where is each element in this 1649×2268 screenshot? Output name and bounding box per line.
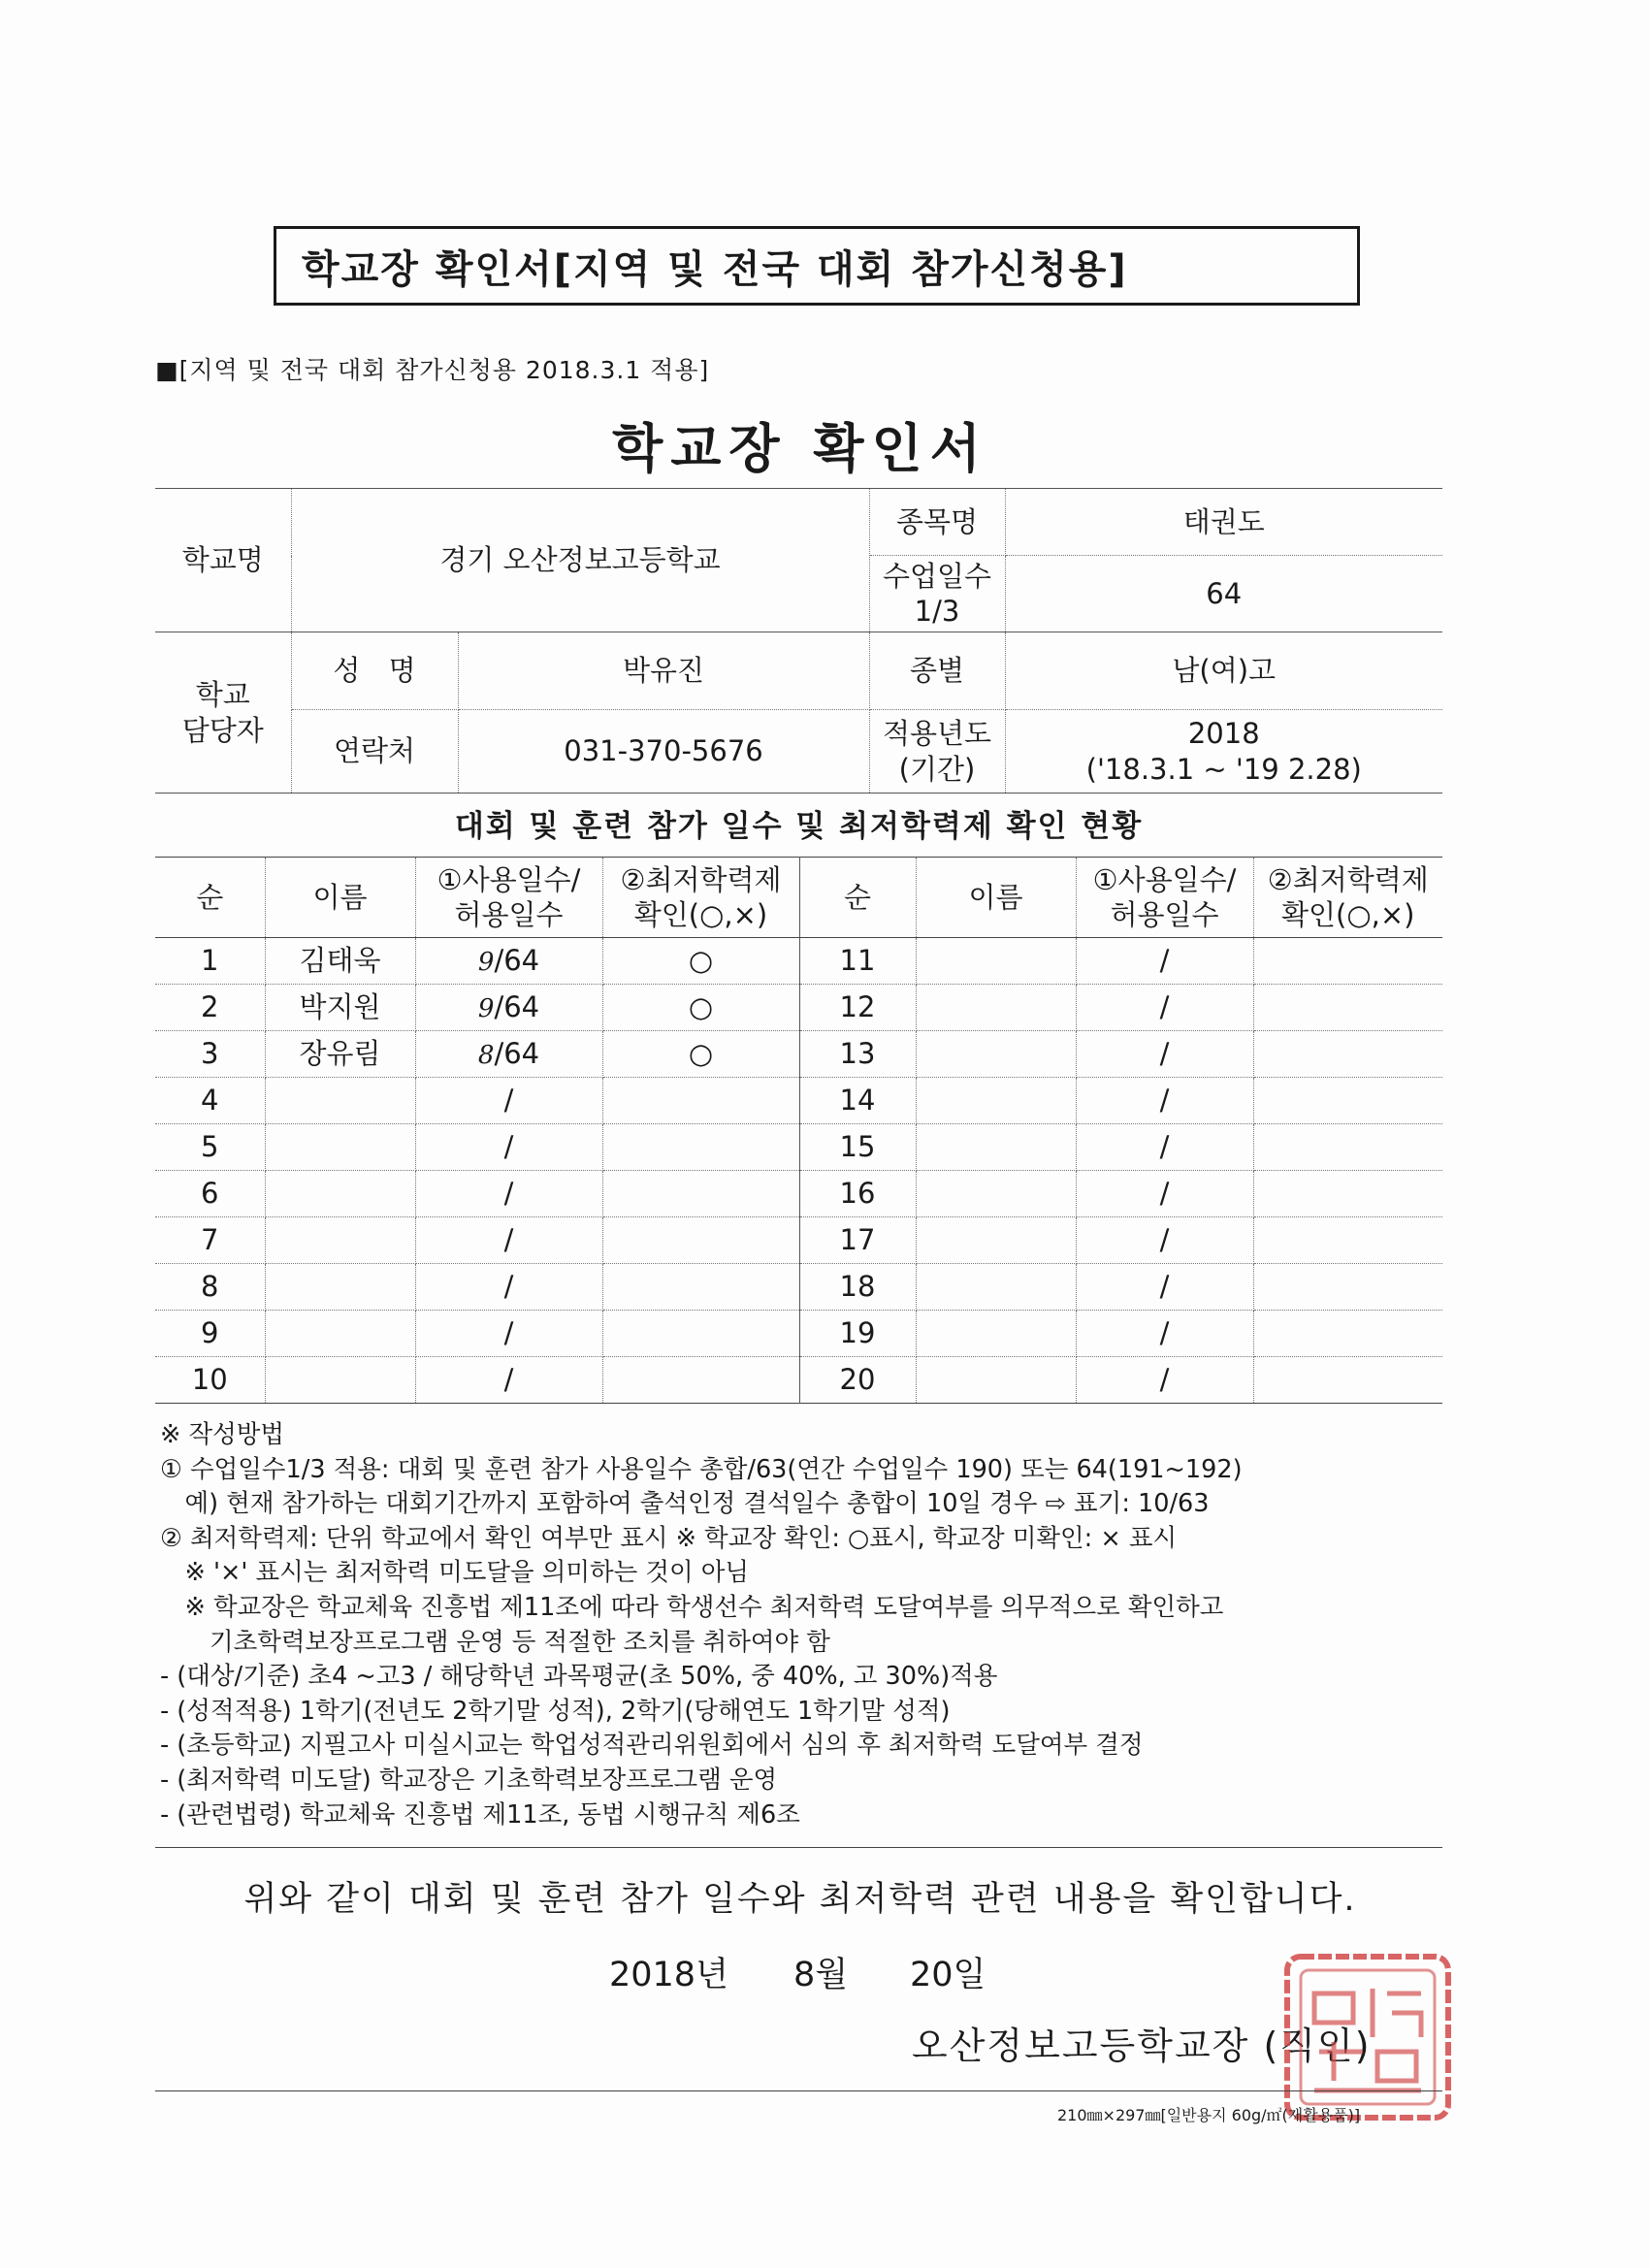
no-cell: 4 (155, 1078, 265, 1124)
check-cell (602, 1264, 799, 1311)
name-cell-right (916, 1031, 1076, 1078)
paper-spec: 210㎜×297㎜[일반용지 60g/㎡(재활용품)] (1057, 2106, 1361, 2124)
no-cell-right: 15 (799, 1124, 916, 1171)
no-cell: 9 (155, 1311, 265, 1357)
no-cell: 3 (155, 1031, 265, 1078)
no-cell: 7 (155, 1217, 265, 1264)
days-cell-right: / (1076, 1078, 1253, 1124)
allowed-days: / (503, 1270, 514, 1304)
check-cell-right (1253, 1264, 1442, 1311)
footer-divider (155, 2090, 1442, 2091)
no-cell-right: 20 (799, 1357, 916, 1404)
check-cell (602, 1124, 799, 1171)
table-row (155, 1124, 1442, 1171)
days-cell (415, 1171, 602, 1217)
no-cell-right: 12 (799, 985, 916, 1031)
days-cell-right: / (1076, 1031, 1253, 1078)
no-cell-right: 11 (799, 938, 916, 985)
col-name-right: 이름 (916, 858, 1076, 938)
table-header-row (155, 858, 1442, 938)
days-cell-right: / (1076, 1357, 1253, 1404)
table-row (155, 1217, 1442, 1264)
name-cell: 박지원 (265, 985, 415, 1031)
col-check-line2: 확인(○,×) (633, 898, 768, 931)
note-line: - (초등학교) 지필고사 미실시교는 학업성적관리위원회에서 심의 후 최저학력 도달여부 결정 (160, 1731, 1144, 1761)
year-label (869, 710, 1005, 794)
note-line: 기초학력보장프로그램 운영 등 적절한 조치를 취하여야 함 (160, 1627, 830, 1657)
col-check-right-line1: ②최저학력제 (1267, 862, 1429, 896)
contact-label: 연락처 (291, 710, 458, 794)
check-cell: ○ (602, 1031, 799, 1078)
table-row (155, 938, 1442, 985)
name-cell-right (916, 1171, 1076, 1217)
col-days-right-line2: 허용일수 (1110, 898, 1219, 931)
year-label-line2: (기간) (898, 752, 976, 786)
allowed-days: / (503, 1363, 514, 1397)
note-line: - (관련법령) 학교체육 진흥법 제11조, 동법 시행규칙 제6조 (160, 1799, 800, 1830)
check-cell (602, 1357, 799, 1404)
check-cell-right (1253, 1031, 1442, 1078)
school-label: 학교명 (155, 489, 291, 632)
check-cell: ○ (602, 985, 799, 1031)
check-cell-right (1253, 938, 1442, 985)
col-name: 이름 (265, 858, 415, 938)
note-line: - (대상/기준) 초4 ~고3 / 해당학년 과목평균(초 50%, 중 40%, 고 30%)적용 (160, 1662, 998, 1692)
allowed-days: / (503, 1084, 514, 1118)
check-cell-right (1253, 985, 1442, 1031)
name-cell (265, 1078, 415, 1124)
days-cell-right: / (1076, 1124, 1253, 1171)
name-cell-right (916, 1124, 1076, 1171)
note-line: ② 최저학력제: 단위 학교에서 확인 여부만 표시 ※ 학교장 확인: ○표시, 학교장 미확인: × 표시 (160, 1523, 1178, 1553)
used-days-handwritten: 9 (477, 994, 495, 1024)
days-cell (415, 985, 602, 1031)
name-value: 박유진 (458, 632, 869, 710)
col-no: 순 (155, 858, 265, 938)
no-cell-right: 14 (799, 1078, 916, 1124)
days-cell (415, 938, 602, 985)
year-label-line1: 적용년도 (882, 717, 992, 751)
manager-label-line2: 담당자 (181, 713, 264, 747)
table-row (155, 1031, 1442, 1078)
no-cell: 6 (155, 1171, 265, 1217)
event-label: 종목명 (869, 489, 1005, 556)
table-row (155, 1171, 1442, 1217)
used-days-handwritten: 8 (477, 1041, 495, 1071)
check-cell-right (1253, 1217, 1442, 1264)
no-cell: 5 (155, 1124, 265, 1171)
col-days-line2: 허용일수 (454, 898, 564, 931)
school-days-value: 64 (1005, 556, 1442, 632)
col-check (602, 858, 799, 938)
table-row (155, 1311, 1442, 1357)
section-title: 대회 및 훈련 참가 일수 및 최저학력제 확인 현황 (454, 809, 1144, 844)
date-month: 8월 (793, 1956, 849, 1994)
days-cell-right: / (1076, 1171, 1253, 1217)
name-cell-right (916, 1357, 1076, 1404)
name-cell-right (916, 1264, 1076, 1311)
days-cell (415, 1217, 602, 1264)
note-line: - (최저학력 미도달) 학교장은 기초학력보장프로그램 운영 (160, 1765, 778, 1795)
table-row (155, 985, 1442, 1031)
check-cell-right (1253, 1311, 1442, 1357)
name-cell-right (916, 1217, 1076, 1264)
note-line: ※ 학교장은 학교체육 진흥법 제11조에 따라 학생선수 최저학력 도달여부를 의무적으로 확인하고 (160, 1592, 1224, 1622)
no-cell-right: 18 (799, 1264, 916, 1311)
days-cell-right: / (1076, 985, 1253, 1031)
days-cell (415, 1124, 602, 1171)
allowed-days: / (503, 1223, 514, 1257)
official-seal-stamp (1276, 1945, 1460, 2129)
days-cell-right: / (1076, 938, 1253, 985)
check-cell-right (1253, 1124, 1442, 1171)
document-title-box (274, 226, 1360, 306)
check-cell (602, 1171, 799, 1217)
days-cell (415, 1311, 602, 1357)
confirmation-text: 위와 같이 대회 및 훈련 참가 일수와 최저학력 관련 내용을 확인합니다. (243, 1880, 1357, 1919)
days-cell-right: / (1076, 1217, 1253, 1264)
check-cell (602, 1217, 799, 1264)
instructions (160, 1418, 1460, 1832)
col-no-right: 순 (799, 858, 916, 938)
notes-divider (155, 1847, 1442, 1848)
name-cell-right (916, 938, 1076, 985)
allowed-days: / (503, 1316, 514, 1350)
no-cell-right: 19 (799, 1311, 916, 1357)
col-days-right (1076, 858, 1253, 938)
manager-label-line1: 학교 (195, 678, 250, 712)
days-cell (415, 1078, 602, 1124)
used-days-handwritten: 9 (477, 948, 495, 978)
col-check-line1: ②최저학력제 (620, 862, 782, 896)
no-cell: 2 (155, 985, 265, 1031)
allowed-days: /64 (494, 1037, 540, 1071)
year-value-line2: ('18.3.1 ~ '19 2.28) (1085, 752, 1362, 786)
no-cell-right: 16 (799, 1171, 916, 1217)
year-value (1005, 710, 1442, 794)
category-label: 종별 (869, 632, 1005, 710)
school-value: 경기 오산정보고등학교 (291, 489, 869, 632)
allowed-days: / (503, 1177, 514, 1211)
days-cell (415, 1264, 602, 1311)
school-days-label (869, 556, 1005, 632)
name-cell-right (916, 985, 1076, 1031)
allowed-days: /64 (494, 944, 540, 978)
date-year: 2018년 (609, 1956, 728, 1994)
principal-signature: 오산정보고등학교장 (직인) (912, 2025, 1372, 2067)
name-cell (265, 1124, 415, 1171)
contact-value: 031-370-5676 (458, 710, 869, 794)
check-cell-right (1253, 1078, 1442, 1124)
category-value: 남(여)고 (1005, 632, 1442, 710)
days-cell (415, 1031, 602, 1078)
name-cell (265, 1311, 415, 1357)
col-days-line1: ①사용일수/ (436, 862, 581, 896)
name-label: 성 명 (291, 632, 458, 710)
event-value: 태권도 (1005, 489, 1442, 556)
name-cell (265, 1217, 415, 1264)
check-cell (602, 1311, 799, 1357)
col-days (415, 858, 602, 938)
date-day: 20일 (910, 1956, 986, 1994)
no-cell: 8 (155, 1264, 265, 1311)
table-row (155, 1264, 1442, 1311)
col-check-right (1253, 858, 1442, 938)
allowed-days: / (503, 1130, 514, 1164)
col-check-right-line2: 확인(○,×) (1281, 898, 1415, 931)
name-cell-right (916, 1078, 1076, 1124)
check-cell-right (1253, 1357, 1442, 1404)
note-line: ※ 작성방법 (160, 1420, 285, 1449)
school-days-label-line1: 수업일수 (882, 559, 992, 593)
note-line: 예) 현재 참가하는 대회기간까지 포함하여 출석인정 결석일수 총합이 10일 경우 ⇨ 표기: 10/63 (160, 1489, 1210, 1519)
check-cell: ○ (602, 938, 799, 985)
info-table (155, 488, 1442, 794)
col-days-right-line1: ①사용일수/ (1092, 862, 1237, 896)
table-row (155, 1357, 1442, 1404)
manager-label (155, 632, 291, 794)
name-cell (265, 1171, 415, 1217)
no-cell: 10 (155, 1357, 265, 1404)
check-cell-right (1253, 1171, 1442, 1217)
form-subtitle: ■[지역 및 전국 대회 참가신청용 2018.3.1 적용] (155, 356, 710, 384)
name-cell (265, 1357, 415, 1404)
note-line: ① 수업일수1/3 적용: 대회 및 훈련 참가 사용일수 총합/63(연간 수업일수 190) 또는 64(191~192) (160, 1454, 1243, 1484)
no-cell-right: 13 (799, 1031, 916, 1078)
note-line: - (성적적용) 1학기(전년도 2학기말 성적), 2학기(당해연도 1학기말 성적) (160, 1696, 951, 1726)
name-cell (265, 1264, 415, 1311)
days-cell (415, 1357, 602, 1404)
no-cell-right: 17 (799, 1217, 916, 1264)
no-cell: 1 (155, 938, 265, 985)
table-row (155, 1078, 1442, 1124)
name-cell: 장유림 (265, 1031, 415, 1078)
main-title: 학교장 확인서 (612, 418, 988, 479)
allowed-days: /64 (494, 990, 540, 1024)
participation-table (155, 857, 1442, 1404)
name-cell-right (916, 1311, 1076, 1357)
days-cell-right: / (1076, 1264, 1253, 1311)
note-line: ※ '×' 표시는 최저학력 미도달을 의미하는 것이 아님 (160, 1558, 750, 1588)
school-days-label-line2: 1/3 (914, 595, 960, 628)
name-cell: 김태욱 (265, 938, 415, 985)
check-cell (602, 1078, 799, 1124)
year-value-line1: 2018 (1187, 717, 1260, 751)
document-title: 학교장 확인서[지역 및 전국 대회 참가신청용] (302, 246, 1128, 292)
days-cell-right: / (1076, 1311, 1253, 1357)
